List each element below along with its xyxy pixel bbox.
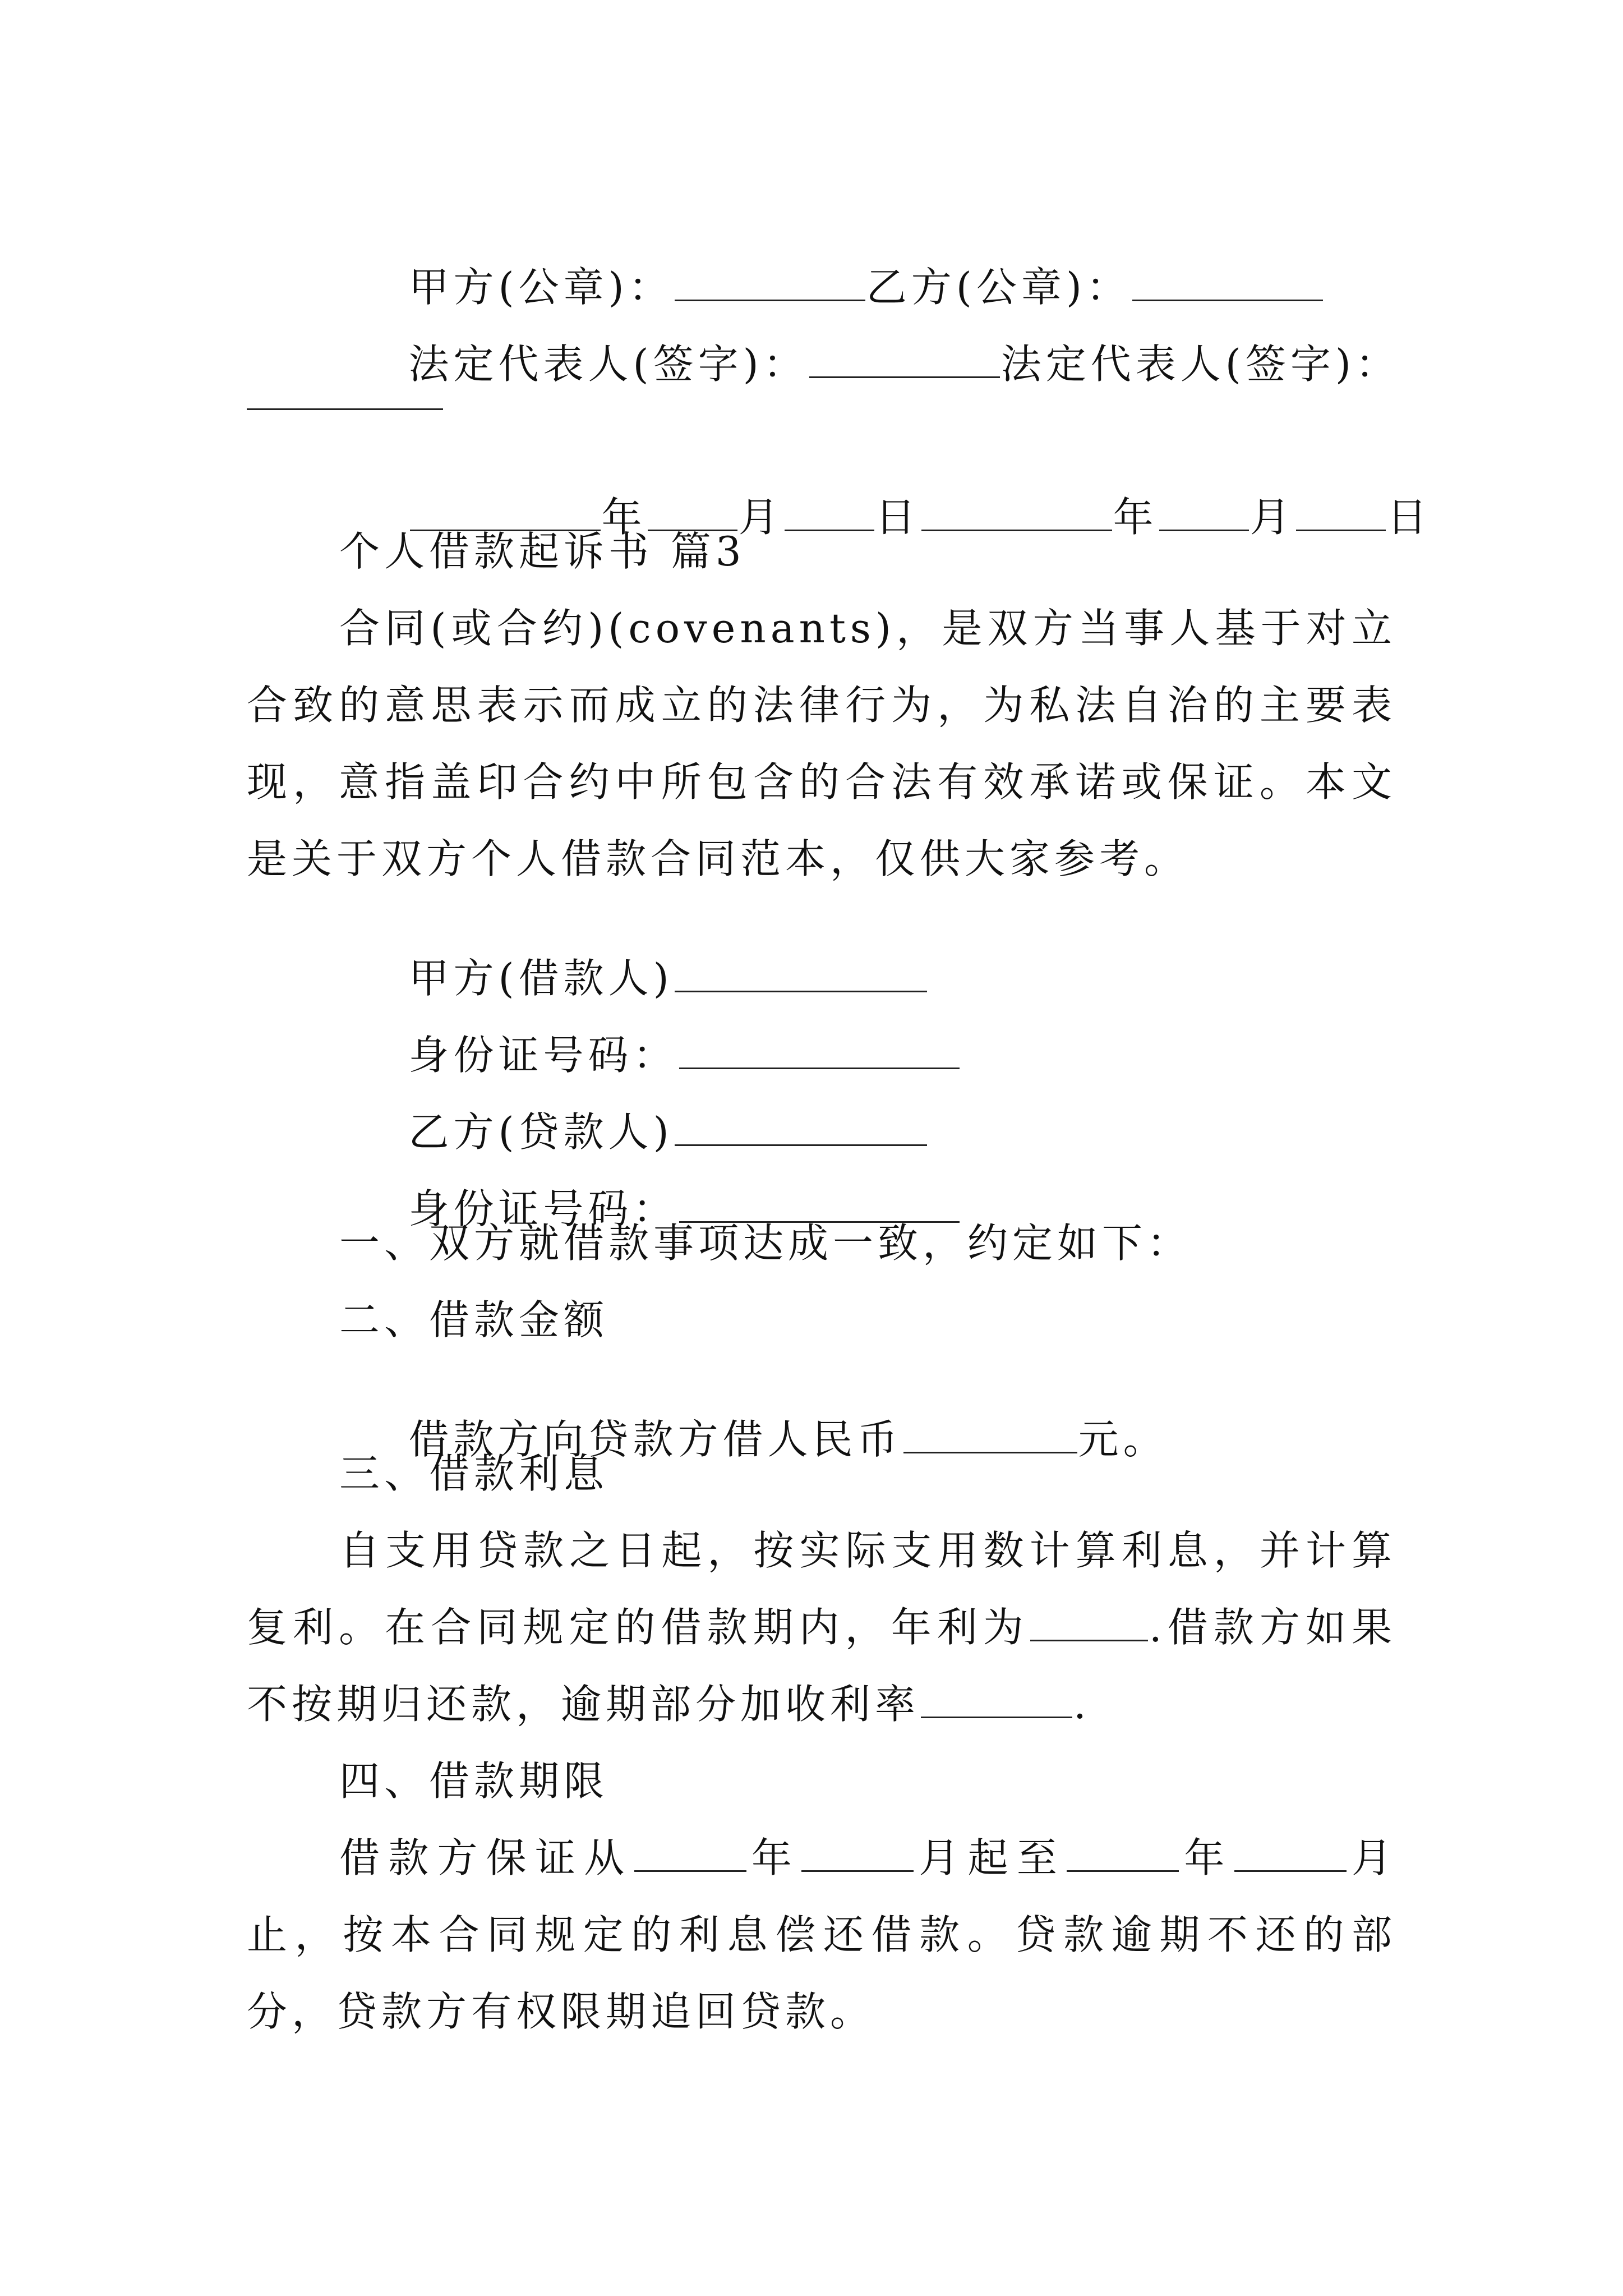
- clause-3-text: [247, 1512, 1396, 1743]
- clause-4-month-to: 月止，: [247, 1834, 1396, 1958]
- clause-4-title: 四、借款期限: [339, 1757, 609, 1805]
- date-b-month-blank: [1159, 495, 1249, 531]
- date-b-month: 月: [1249, 494, 1295, 541]
- clause-1: 一、双方就借款事项达成一致，约定如下：: [339, 1220, 1192, 1267]
- clause-2-title: 二、借款金额: [339, 1296, 609, 1343]
- date-a-year: 年: [601, 494, 647, 541]
- section-title: 个人借款起诉书 篇3: [339, 528, 746, 575]
- start-month-blank: [801, 1835, 914, 1872]
- intro-paragraph: 合同(或合约)(covenants)，是双方当事人基于对立合致的意思表示而成立的法律行为，为私法自治的主要表现，意指盖印合约中所包含的合法有效承诺或保证。本文是关于双方个人借款合同范本，仅供大家参考。: [247, 605, 1396, 882]
- rep-a-blank: [809, 342, 1000, 378]
- party-b-seal-blank: [1132, 265, 1323, 301]
- party-a-seal-blank: [675, 265, 865, 301]
- clause-4-text-b: 按本合同规定的利息偿还借款。贷款逾期不还的部分，贷款方有权限期追回贷款。: [247, 1911, 1396, 2035]
- overdue-rate-blank: [921, 1682, 1072, 1718]
- date-b-year: 年: [1113, 494, 1158, 541]
- clause-3-text-a: 自支用贷款之日起，按实际支用数计算利息，并计算复利。在合同规定的借款期内，年利为: [247, 1527, 1396, 1651]
- id-b-blank: [679, 1186, 960, 1223]
- rate-blank: [1030, 1605, 1148, 1641]
- date-b-year-blank: [921, 495, 1112, 531]
- rep-b-label: 法定代表人(签字)：: [1000, 341, 1400, 388]
- clause-3-title: 三、借款利息: [339, 1450, 609, 1497]
- date-a-day-blank: [785, 495, 874, 531]
- date-b-day-blank: [1296, 495, 1386, 531]
- party-a-seal-label: 甲方(公章)：: [408, 264, 674, 311]
- date-a-month-blank: [648, 495, 737, 531]
- date-a-year-blank: [410, 495, 601, 531]
- party-b-label: 乙方(贷款人): [408, 1108, 674, 1156]
- amount-blank: [903, 1417, 1077, 1453]
- clause-4-end-year: 年: [1180, 1834, 1233, 1881]
- clause-4-text: [247, 1820, 1396, 2050]
- party-a-label: 甲方(借款人): [408, 955, 674, 1002]
- clause-2-text-b: 元。: [1078, 1416, 1168, 1463]
- end-year-blank: [1067, 1835, 1179, 1872]
- party-b-seal-label: 乙方(公章)：: [866, 264, 1131, 311]
- clause-2-text-a: 借款方向贷款方借人民币: [408, 1416, 902, 1463]
- clause-4-start-year: 年: [747, 1834, 801, 1881]
- id-a-label: 身份证号码：: [408, 1032, 678, 1079]
- id-a-blank: [679, 1033, 960, 1069]
- id-b-label: 身份证号码：: [408, 1185, 678, 1232]
- end-month-blank: [1234, 1835, 1347, 1872]
- date-b-day: 日: [1386, 494, 1432, 541]
- date-a-day: 日: [875, 494, 920, 541]
- start-year-blank: [634, 1835, 746, 1872]
- party-a-blank: [675, 956, 927, 992]
- clause-3-text-b: .借款方如果不按期归还款，逾期部分加收利率: [247, 1604, 1396, 1728]
- clause-4-month-from: 月起至: [915, 1834, 1066, 1881]
- rep-a-label: 法定代表人(签字)：: [408, 341, 808, 388]
- party-b-blank: [675, 1110, 927, 1146]
- date-a-month: 月: [738, 494, 783, 541]
- clause-3-text-c: .: [1073, 1681, 1091, 1728]
- clause-4-text-a: 借款方保证从: [339, 1834, 633, 1881]
- rep-b-blank: [247, 408, 443, 410]
- representative-line: [339, 301, 1483, 425]
